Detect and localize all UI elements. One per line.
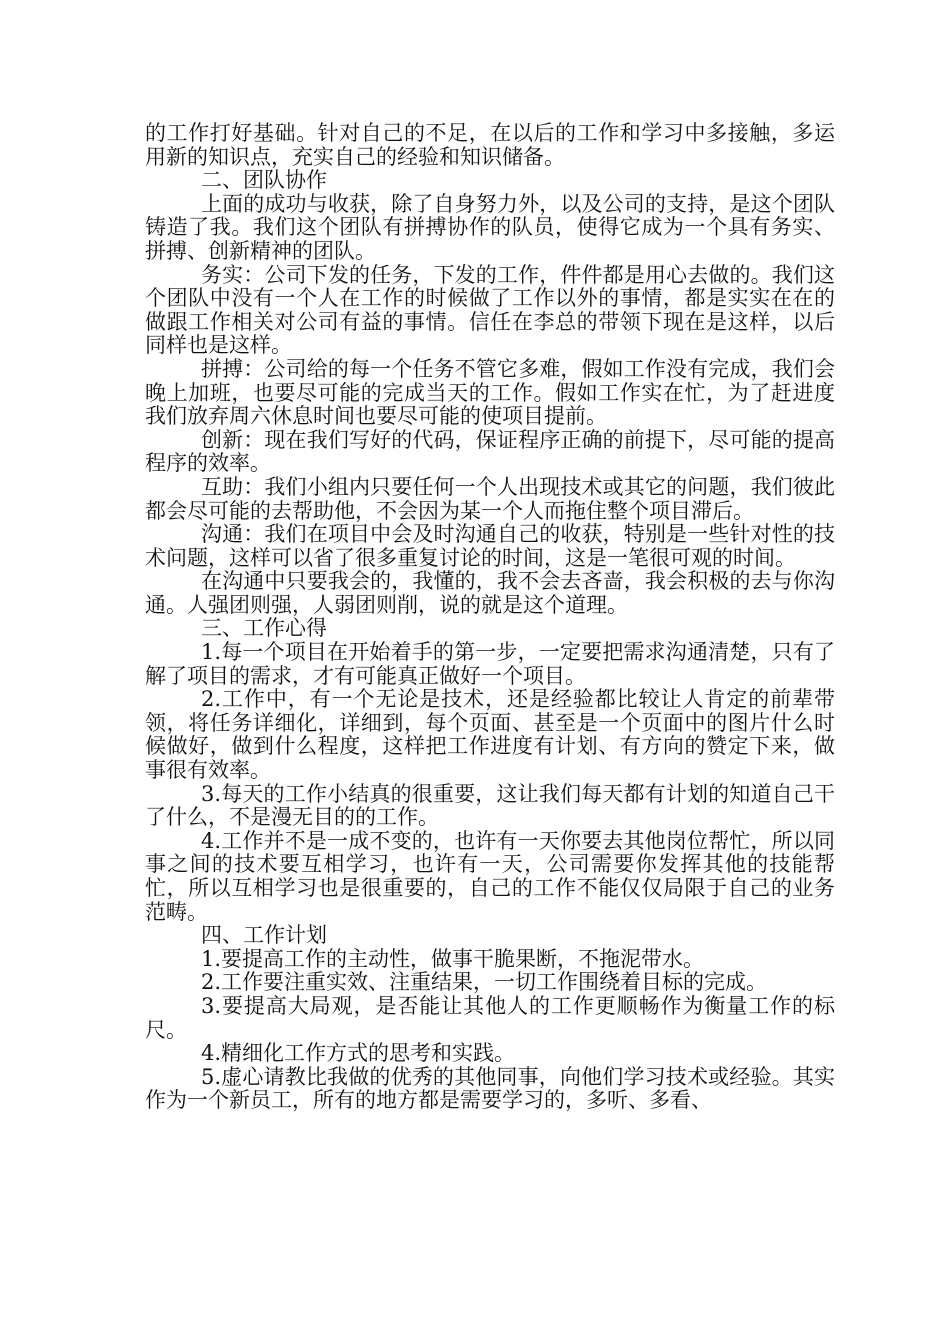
section-heading-work-plan: 四、工作计划 (201, 923, 327, 948)
document-body (145, 122, 835, 1113)
list-item-plan-2: 2.工作要注重实效、注重结果，一切工作围绕着目标的完成。 (201, 970, 768, 995)
list-item-plan-3: 3.要提高大局观，是否能让其他人的工作更顺畅作为衡量工作的标尺。 (145, 993, 835, 1042)
list-item-plan-4: 4.精细化工作方式的思考和实践。 (201, 1041, 516, 1066)
list-item-experience-2: 2.工作中，有一个无论是技术，还是经验都比较让人肯定的前辈带领，将任务详细化，详细到，每个页面、甚至是一个页面中的图片什么时候做好，做到什么程度，这样把工作进度有计划、有方向的赞定下来，做事很有效率。 (145, 687, 835, 783)
section-heading-work-experience: 三、工作心得 (201, 616, 327, 641)
paragraph-intro-continuation: 的工作打好基础。针对自己的不足，在以后的工作和学习中多接触，多运用新的知识点，充实自己的经验和知识储备。 (145, 121, 835, 169)
list-item-experience-1: 1.每一个项目在开始着手的第一步，一定要把需求沟通清楚，只有了解了项目的需求，才有可能真正做好一个项目。 (145, 640, 835, 688)
paragraph-innovation: 创新：现在我们写好的代码，保证程序正确的前提下，尽可能的提高程序的效率。 (145, 427, 835, 476)
section-heading-team-collaboration: 二、团队协作 (201, 168, 327, 193)
list-item-experience-4: 4.工作并不是一成不变的，也许有一天你要去其他岗位帮忙，所以同事之间的技术要互相学习，也许有一天，公司需要你发挥其他的技能帮忙，所以互相学习也是很重要的，自己的工作不能仅仅局限于自己的业务范畴。 (145, 828, 835, 924)
list-item-plan-1: 1.要提高工作的主动性，做事干脆果断，不拖泥带水。 (201, 946, 705, 971)
paragraph-communication-attitude: 在沟通中只要我会的，我懂的，我不会去吝啬，我会积极的去与你沟通。人强团则强，人弱团则削，说的就是这个道理。 (145, 569, 835, 617)
paragraph-mutual-help: 互助：我们小组内只要任何一个人出现技术或其它的问题，我们彼此都会尽可能的去帮助他，不会因为某一个人而拖住整个项目滞后。 (145, 474, 835, 523)
paragraph-pragmatic: 务实：公司下发的任务，下发的工作，件件都是用心去做的。我们这个团队中没有一个人在工作的时候做了工作以外的事情，都是实实在在的做跟工作相关对公司有益的事情。信任在李总的带领下现在是这样，以后同样也是这样。 (145, 262, 835, 358)
list-item-experience-3: 3.每天的工作小结真的很重要，这让我们每天都有计划的知道自己干了什么，不是漫无目的的工作。 (145, 781, 835, 830)
list-item-plan-5: 5.虚心请教比我做的优秀的其他同事，向他们学习技术或经验。其实作为一个新员工，所有的地方都是需要学习的，多听、多看、 (145, 1064, 835, 1113)
paragraph-hardworking: 拼搏：公司给的每一个任务不管它多难，假如工作没有完成，我们会晚上加班，也要尽可能的完成当天的工作。假如工作实在忙，为了赶进度我们放弃周六休息时间也要尽可能的使项目提前。 (145, 356, 835, 429)
paragraph-team-summary: 上面的成功与收获，除了自身努力外，以及公司的支持，是这个团队铸造了我。我们这个团队有拼搏协作的队员，使得它成为一个具有务实、拼搏、创新精神的团队。 (145, 191, 835, 263)
paragraph-communication: 沟通：我们在项目中会及时沟通自己的收获，特别是一些针对性的技术问题，这样可以省了很多重复讨论的时间，这是一笔很可观的时间。 (145, 522, 835, 570)
